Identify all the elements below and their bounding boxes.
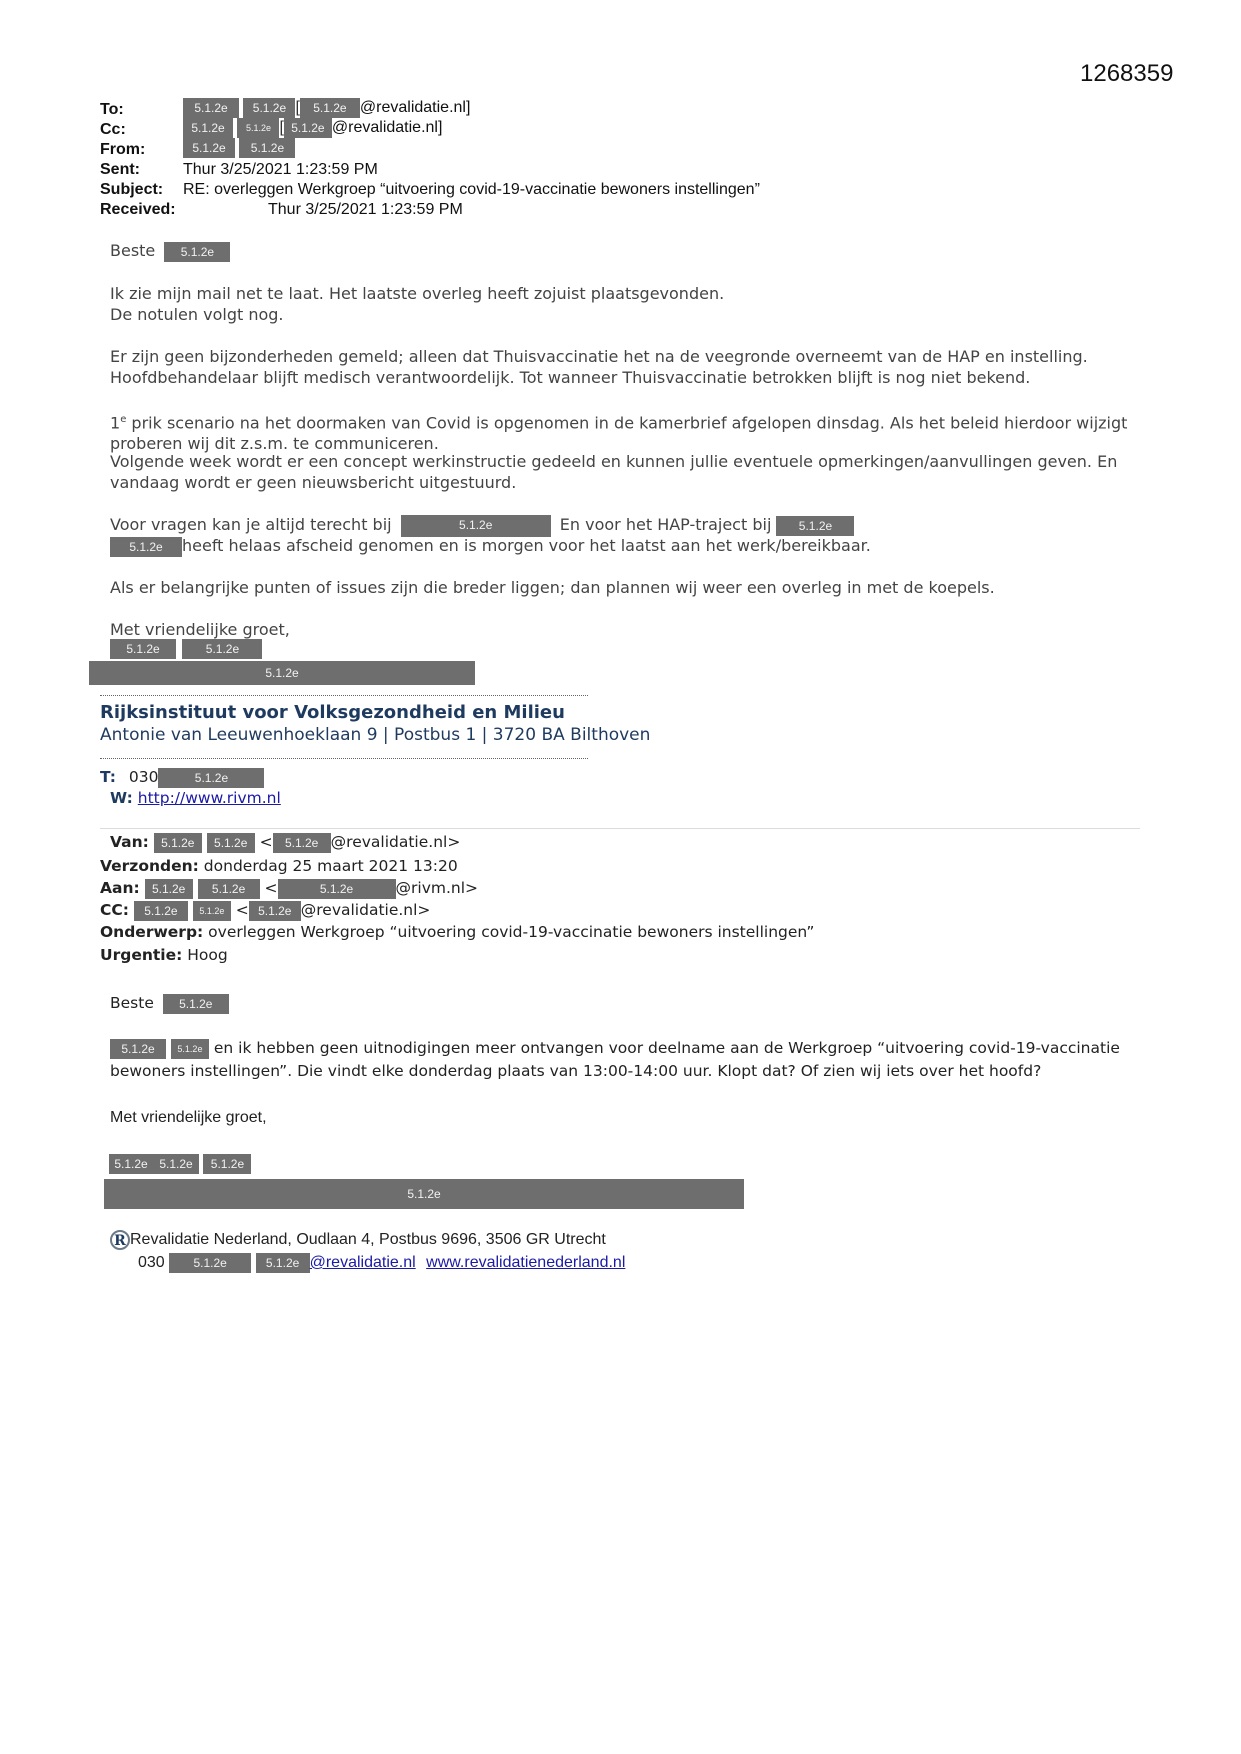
- reply-signature-name: [110, 639, 262, 659]
- received-value: Thur 3/25/2021 1:23:59 PM: [268, 201, 463, 218]
- orig-subject: Onderwerp: overleggen Werkgroep “uitvoering covid-19-vaccinatie bewoners instellingen”: [100, 923, 815, 941]
- redaction: 5.1.2e: [401, 515, 551, 537]
- orig-urgency: Urgentie: Hoog: [100, 946, 228, 964]
- reply-paragraph-6: Als er belangrijke punten of issues zijn die breder liggen; dan plannen wij weer een overleg in met de koepels.: [110, 578, 995, 597]
- sent-label: Sent:: [100, 161, 140, 178]
- rn-address-line: R Revalidatie Nederland, Oudlaan 4, Postbus 9696, 3506 GR Utrecht: [110, 1230, 606, 1250]
- redaction: 5.1.2e: [183, 98, 239, 118]
- sent-value: Thur 3/25/2021 1:23:59 PM: [183, 161, 378, 178]
- rn-email-link[interactable]: @revalidatie.nl: [309, 1254, 416, 1272]
- redaction: 5.1.2e: [110, 537, 182, 557]
- redaction: 5.1.2e: [193, 901, 231, 921]
- redaction: 5.1.2e: [256, 1253, 310, 1273]
- reply-signature-title: [89, 661, 475, 685]
- orig-signature-name: [109, 1154, 251, 1174]
- redaction: 5.1.2e: [249, 901, 301, 921]
- orig-to: Aan: 5.1.2e 5.1.2e < 5.1.2e @rivm.nl>: [100, 879, 479, 897]
- redaction: 5.1.2e: [243, 98, 295, 118]
- subject-label: Subject:: [100, 181, 164, 198]
- to-suffix: @revalidatie.nl]: [359, 99, 471, 117]
- reply-closing: Met vriendelijke groet,: [110, 620, 290, 639]
- reply-greeting: Beste 5.1.2e: [110, 240, 230, 262]
- reply-paragraph-2: Er zijn geen bijzonderheden gemeld; alleen dat Thuisvaccinatie het na de veegronde overneemt van de HAP en instelling. Hoofdbehandelaar blijft medisch verantwoordelijk. Tot wanneer Thuisvaccinatie betrokken blijft is nog niet bekend.: [110, 347, 1088, 387]
- redaction: 5.1.2e: [89, 661, 475, 685]
- redaction: 5.1.2e: [776, 516, 854, 536]
- to-value: 5.1.2e 5.1.2e [ 5.1.2e @revalidatie.nl]: [183, 98, 470, 118]
- cc-value: 5.1.2e 5.1.2e [ 5.1.2e @revalidatie.nl]: [183, 118, 442, 138]
- divider: [100, 758, 588, 759]
- orig-body-line-2: bewoners instellingen”. Die vindt elke donderdag plaats van 13:00-14:00 uur. Klopt dat? Of zien wij iets over het hoofd?: [110, 1062, 1042, 1080]
- to-label: To:: [100, 101, 124, 118]
- received-label: Received:: [100, 201, 176, 218]
- rivm-org-name: Rijksinstituut voor Volksgezondheid en Milieu: [100, 702, 565, 723]
- rivm-web-link[interactable]: http://www.rivm.nl: [137, 789, 281, 807]
- orig-sent: Verzonden: donderdag 25 maart 2021 13:20: [100, 857, 458, 875]
- from-label: From:: [100, 141, 146, 158]
- redaction: 5.1.2e: [273, 833, 331, 853]
- redaction: 5.1.2e: [239, 138, 295, 158]
- reply-paragraph-5b: 5.1.2e heeft helaas afscheid genomen en is morgen voor het laatst aan het werk/bereikbaar.: [110, 535, 871, 557]
- document-number: 1268359: [1080, 60, 1174, 87]
- rivm-address: Antonie van Leeuwenhoeklaan 9 | Postbus 1 | 3720 BA Bilthoven: [100, 725, 651, 745]
- redaction: 5.1.2e: [110, 639, 176, 659]
- orig-greeting: Beste 5.1.2e: [110, 993, 229, 1014]
- revalidatie-logo-icon: R: [110, 1230, 130, 1250]
- redaction: 5.1.2e: [109, 1154, 153, 1174]
- orig-from: Van: 5.1.2e 5.1.2e < 5.1.2e @revalidatie.nl>: [110, 833, 461, 851]
- rivm-phone: T: 030 5.1.2e: [100, 767, 264, 788]
- redaction: 5.1.2e: [203, 1154, 251, 1174]
- redaction: 5.1.2e: [198, 879, 260, 899]
- redaction: 5.1.2e: [158, 768, 264, 788]
- rn-contact-line: 030 5.1.2e 5.1.2e @revalidatie.nl www.revalidatienederland.nl: [138, 1254, 626, 1272]
- redaction: 5.1.2e: [284, 118, 332, 138]
- redaction: 5.1.2e: [183, 138, 235, 158]
- redaction: 5.1.2e: [182, 639, 262, 659]
- reply-paragraph-4: Volgende week wordt er een concept werkinstructie gedeeld en kunnen jullie eventuele opmerkingen/aanvullingen geven. En vandaag wordt er geen nieuwsbericht uitgestuurd.: [110, 452, 1118, 492]
- rn-website-link[interactable]: www.revalidatienederland.nl: [426, 1254, 626, 1272]
- redaction: 5.1.2e: [163, 994, 229, 1014]
- redaction: 5.1.2e: [104, 1179, 744, 1209]
- reply-paragraph-3: 1e prik scenario na het doormaken van Covid is opgenomen in de kamerbrief afgelopen dinsdag. Als het beleid hierdoor wijzigt proberen wij dit z.s.m. te communiceren.: [110, 413, 1128, 454]
- redaction: 5.1.2e: [153, 1154, 199, 1174]
- orig-signature-title: [104, 1179, 744, 1209]
- divider: [100, 695, 588, 696]
- redaction: 5.1.2e: [171, 1039, 209, 1059]
- redaction: 5.1.2e: [278, 879, 396, 899]
- reply-paragraph-1b: De notulen volgt nog.: [110, 305, 284, 324]
- redaction: 5.1.2e: [134, 901, 188, 921]
- cc-suffix: @revalidatie.nl]: [331, 119, 443, 137]
- from-value: [183, 138, 295, 158]
- reply-paragraph-1a: Ik zie mijn mail net te laat. Het laatste overleg heeft zojuist plaatsgevonden.: [110, 284, 725, 303]
- rivm-web: W: http://www.rivm.nl: [110, 789, 281, 807]
- cc-label: Cc:: [100, 121, 126, 138]
- redaction: 5.1.2e: [183, 118, 233, 138]
- redaction: 5.1.2e: [169, 1253, 251, 1273]
- orig-closing: Met vriendelijke groet,: [110, 1109, 267, 1126]
- orig-body-line-1: 5.1.2e 5.1.2e en ik hebben geen uitnodigingen meer ontvangen voor deelname aan de Werkgroep “uitvoering covid-19-vaccinatie: [110, 1038, 1120, 1059]
- orig-cc: CC: 5.1.2e 5.1.2e < 5.1.2e @revalidatie.nl>: [100, 901, 431, 919]
- redaction: 5.1.2e: [145, 879, 193, 899]
- redaction: 5.1.2e: [237, 118, 279, 138]
- separator: [100, 828, 1140, 829]
- redaction: 5.1.2e: [110, 1039, 166, 1059]
- reply-paragraph-5a: Voor vragen kan je altijd terecht bij 5.1.2e En voor het HAP-traject bij 5.1.2e: [110, 514, 854, 537]
- redaction: 5.1.2e: [164, 242, 230, 262]
- redaction: 5.1.2e: [300, 98, 360, 118]
- redaction: 5.1.2e: [207, 833, 255, 853]
- redaction: 5.1.2e: [154, 833, 202, 853]
- subject-value: RE: overleggen Werkgroep “uitvoering covid-19-vaccinatie bewoners instellingen”: [183, 181, 760, 198]
